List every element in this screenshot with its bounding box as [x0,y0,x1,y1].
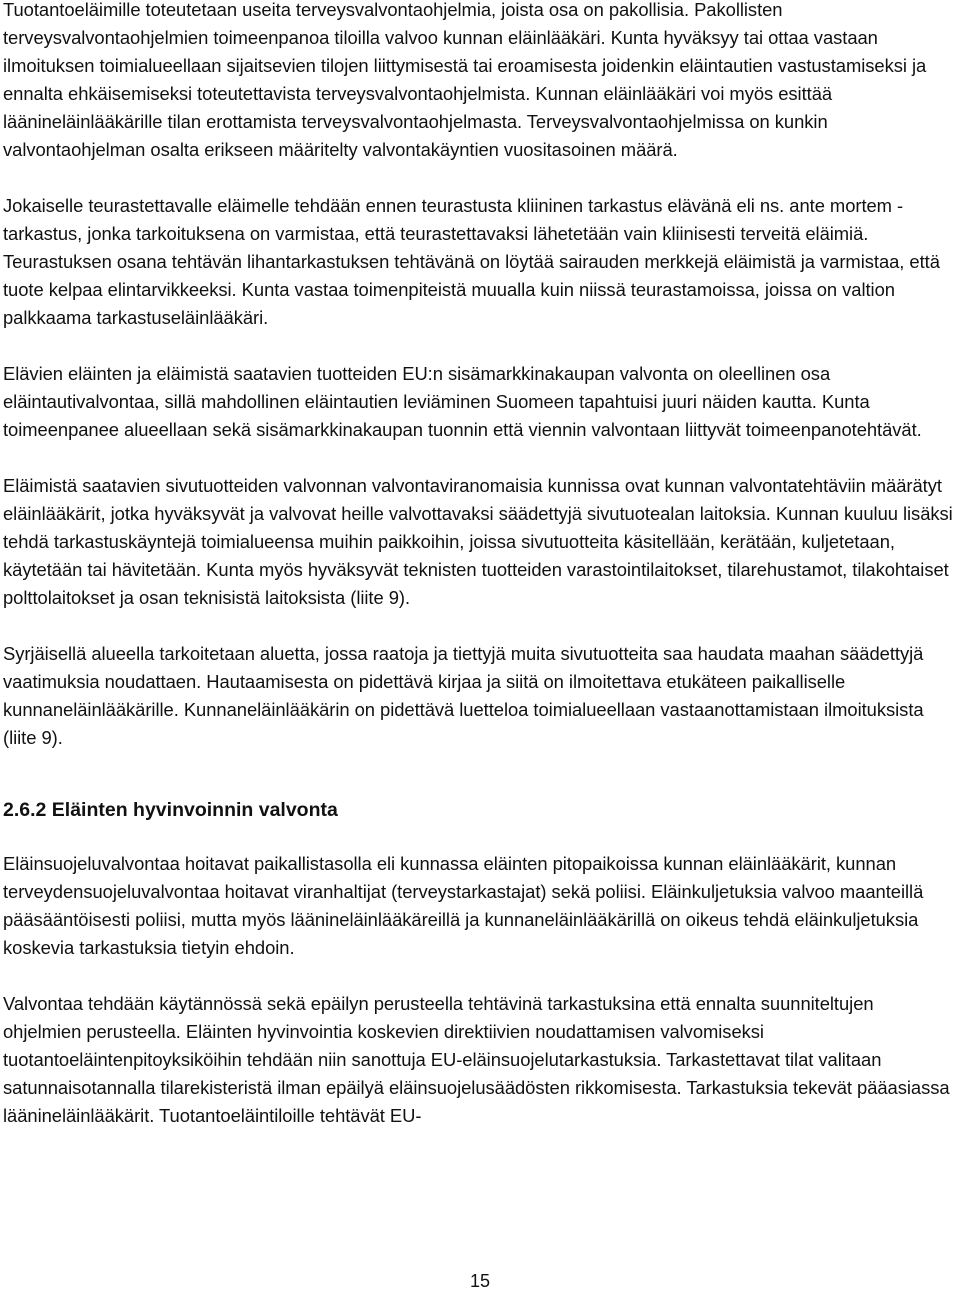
paragraph-spacer [3,164,954,192]
paragraph-spacer [3,962,954,990]
paragraph-inspections: Valvontaa tehdään käytännössä sekä epäilyn perusteella tehtävinä tarkastuksina että ennalta suunniteltujen ohjelmien perusteella. Eläinten hyvinvointia koskevien direktiivien noudattamisen valvomiseksi tuotantoeläintenpitoyksiköihin tehdään niin sanottuja EU-eläinsuojelutarkastuksia. Tarkastettavat tilat valitaan satunnaisotannalla tilarekisteristä ilman epäilyä eläinsuojelusäädösten rikkomisesta. Tarkastuksia tekevät pääasiassa lääninеläinlääkärit. Tuotantoeläintiloille tehtävät EU- [3,993,950,1126]
paragraph-animal-protection: Eläinsuojeluvalvontaa hoitavat paikallistasolla eli kunnassa eläinten pitopaikoissa kunnan eläinlääkärit, kunnan terveydensuojeluvalvontaa hoitavat viranhaltijat (terveystarkastajat) sekä poliisi. Eläinkuljetuksia valvoo maanteillä pääsääntöisesti poliisi, mutta myös lääninеläinlääkäreillä ja kunnaneläinlääkärillä on oikeus tehdä eläinkuljetuksia koskevia tarkastuksia tietyin ehdoin. [3,853,924,958]
paragraph-remote-areas: Syrjäisellä alueella tarkoitetaan aluetta, jossa raatoja ja tiettyjä muita sivutuotteita saa haudata maahan säädettyjä vaatimuksia noudattaen. Hautaamisesta on pidettävä kirjaa ja siitä on ilmoitettava etukäteen paikalliselle kunnaneläinlääkärille. Kunnaneläinlääkärin on pidettävä luetteloa toimialueellaan vastaanottamistaan ilmoituksista (liite 9). [3,643,924,748]
paragraph-health-monitoring: Tuotantoeläimille toteutetaan useita terveysvalvontaohjelmia, joista osa on pakollisia. Pakollisten terveysvalvontaohjelmien toimeenpanoa tiloilla valvoo kunnan eläinlääkäri. Kunta hyväksyy tai ottaa vastaan ilmoituksen toimialueellaan sijaitsevien tilojen liittymisestä tai eroamisesta joidenkin eläintautien vastustamiseksi ja ennalta ehkäisemiseksi toteutettavista terveysvalvontaohjelmista. Kunnan eläinlääkäri voi myös esittää lääninеläinlääkärille tilan erottamista terveysvalvontaohjelmasta. Terveysvalvontaohjelmissa on kunkin valvontaohjelman osalta erikseen määritelty valvontakäyntien vuositasoinen määrä. [3,0,927,160]
page-number: 15 [469,1271,491,1291]
paragraph-ante-mortem: Jokaiselle teurastettavalle eläimelle tehdään ennen teurastusta kliininen tarkastus elävänä eli ns. ante mortem -tarkastus, jonka tarkoituksena on varmistaa, että teurastettavaksi lähetetään vain kliinisesti terveitä eläimiä. Teurastuksen osana tehtävän lihantarkastuksen tehtävänä on löytää sairauden merkkejä eläimistä ja varmistaa, että tuote kelpaa elintarvikkeeksi. Kunta vastaa toimenpiteistä muualla kuin niissä teurastamoissa, joissa on valtion palkkaama tarkastuseläinlääkäri. [3,195,940,328]
section-heading: 2.6.2 Eläinten hyvinvoinnin valvonta [3,799,338,821]
paragraph-spacer [3,332,954,360]
paragraph-eu-internal-market: Elävien eläinten ja eläimistä saatavien tuotteiden EU:n sisämarkkinakaupan valvonta on oleellinen osa eläintautivalvontaa, sillä mahdollinen eläintautien leviäminen Suomeen tapahtuisi juuri näiden kautta. Kunta toimeenpanee alueellaan sekä sisämarkkinakaupan tuonnin että viennin valvontaan liittyvät toimeenpanotehtävät. [3,363,922,440]
paragraph-spacer [3,612,954,640]
paragraph-spacer [3,444,954,472]
paragraph-by-products: Eläimistä saatavien sivutuotteiden valvonnan valvontaviranomaisia kunnissa ovat kunnan valvontatehtäviin määrätyt eläinlääkärit, jotka hyväksyvät ja valvovat heille valvottavaksi säädettyjä sivutuotealan laitoksia. Kunnan kuuluu lisäksi tehdä tarkastuskäyntejä toimialueensa muihin paikkoihin, joissa sivutuotteita käsitellään, kerätään, kuljetetaan, käytetään tai hävitetään. Kunta myös hyväksyvät teknisten tuotteiden varastointilaitokset, tilarehustamot, tilakohtaiset polttolaitokset ja osan teknisistä laitoksista (liite 9). [3,475,953,608]
